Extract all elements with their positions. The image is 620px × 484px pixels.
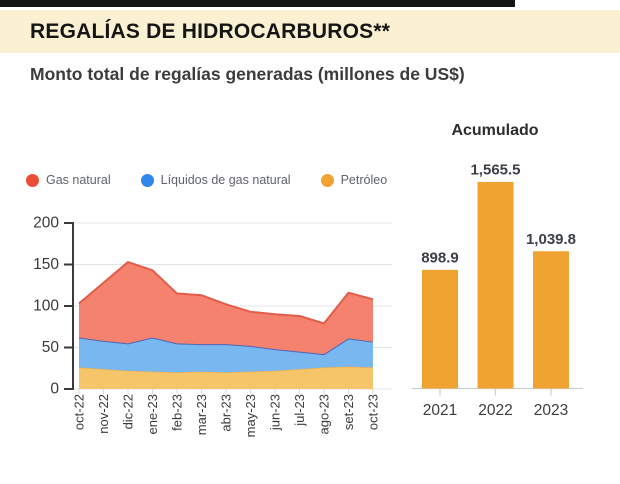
bar-2022 bbox=[478, 182, 514, 389]
page-title: REGALÍAS DE HIDROCARBUROS** bbox=[30, 19, 391, 43]
x-axis-label: set-23 bbox=[341, 394, 356, 431]
legend-label: Gas natural bbox=[46, 173, 111, 187]
x-axis-label: abr-23 bbox=[218, 394, 234, 432]
x-axis-label: jun-23 bbox=[267, 394, 283, 431]
y-axis-label: 50 bbox=[41, 339, 59, 356]
x-axis-label: may-23 bbox=[243, 394, 258, 438]
x-axis-label: jul-23 bbox=[292, 394, 307, 426]
bar-value-label: 1,039.8 bbox=[525, 230, 577, 248]
bar-2023 bbox=[533, 251, 569, 388]
x-axis-label: oct-23 bbox=[365, 394, 381, 431]
x-axis-label: ago-23 bbox=[316, 394, 332, 435]
x-axis-label: mar-23 bbox=[194, 394, 209, 436]
x-axis-label: ene-23 bbox=[145, 394, 160, 435]
x-axis-label: nov-22 bbox=[96, 394, 111, 434]
legend-label: Petróleo bbox=[340, 173, 388, 187]
legend-label: Líquidos de gas natural bbox=[160, 173, 291, 187]
y-axis-label: 200 bbox=[33, 214, 59, 232]
bar-category-label: 2021 bbox=[422, 402, 458, 419]
bar-chart-title: Acumulado bbox=[451, 122, 539, 139]
y-axis-label: 0 bbox=[50, 380, 59, 398]
bar-value-label: 898.9 bbox=[421, 249, 459, 267]
bar-2021 bbox=[422, 270, 458, 389]
bar-category-label: 2022 bbox=[478, 402, 513, 419]
y-axis-label: 100 bbox=[33, 297, 59, 315]
x-axis-label: feb-23 bbox=[169, 394, 185, 431]
area-series-2 bbox=[79, 262, 373, 354]
x-axis-label: oct-22 bbox=[71, 394, 87, 431]
bar-value-label: 1,565.5 bbox=[470, 161, 521, 179]
chart-subtitle: Monto total de regalías generadas (millones de US$) bbox=[30, 64, 465, 84]
y-axis-label: 150 bbox=[33, 256, 59, 273]
x-axis-label: dic-22 bbox=[120, 394, 136, 430]
bar-category-label: 2023 bbox=[533, 402, 569, 419]
